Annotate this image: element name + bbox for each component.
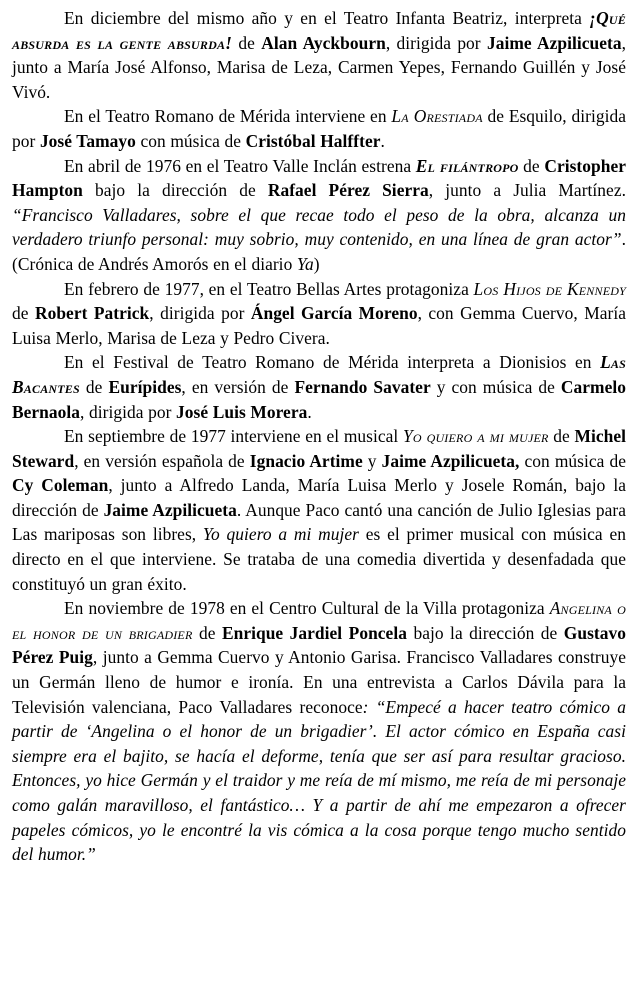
- person-name: José Luis Morera: [176, 401, 308, 422]
- text-run: de: [192, 622, 222, 643]
- text-run: y con música de: [430, 376, 561, 397]
- work-title: Los Hijos de Kennedy: [473, 278, 626, 299]
- work-title: El filántropo: [415, 155, 519, 176]
- text-run: de: [232, 32, 262, 53]
- text-run: , dirigida por: [80, 401, 177, 422]
- text-run: es el primer musical con música en directo en el que interviene. Se trataba de una comedia divertida y desenfadada que constituyó un gran éxito.: [12, 524, 626, 594]
- work-title: ¡Qué absurda es la gente absurda!: [12, 8, 626, 53]
- document-body: [12, 6, 626, 867]
- paragraph: [12, 596, 626, 867]
- text-run: . (Crónica de Andrés Amorós en el diario: [12, 229, 626, 274]
- text-run: con música de: [519, 450, 626, 471]
- paragraph: [12, 350, 626, 424]
- person-name: Robert Patrick: [34, 303, 150, 324]
- text-run: , en versión de: [181, 376, 295, 397]
- text-run: , junto a Alfredo Landa, María Luisa Merlo y Josele Román, bajo la dirección de: [12, 475, 626, 520]
- text-run: , con Gemma Cuervo, María Luisa Merlo, Marisa de Leza y Pedro Civera.: [12, 303, 626, 348]
- newspaper-name: Ya: [296, 253, 314, 274]
- text-run: , en versión española de: [74, 450, 250, 471]
- person-name: Cy Coleman: [12, 475, 109, 496]
- paragraph: [12, 277, 626, 351]
- text-run: y: [362, 450, 382, 471]
- text-run: de: [548, 426, 575, 447]
- text-run: de: [518, 155, 545, 176]
- quotation: “Francisco Valladares, sobre el que recae todo el peso de la obra, alcanza un verdadero triunfo personal: muy sobrio, muy contenido, en una línea de gran actor”: [12, 204, 626, 250]
- text-run: , junto a María José Alfonso, Marisa de Leza, Carmen Yepes, Fernando Guillén y José Vivó.: [12, 32, 626, 102]
- text-run: En el Teatro Romano de Mérida interviene en: [64, 106, 392, 127]
- text-run: En diciembre del mismo año y en el Teatro Infanta Beatriz, interpreta: [64, 8, 590, 28]
- person-name: Jaime Azpilicueta: [103, 499, 237, 520]
- person-name: Jaime Azpilicueta: [486, 32, 622, 53]
- text-run: En febrero de 1977, en el Teatro Bellas Artes protagoniza: [64, 278, 474, 299]
- person-name: Eurípides: [108, 376, 182, 397]
- person-name: Carmelo Bernaola: [12, 376, 626, 422]
- work-title: Yo quiero a mi mujer: [202, 524, 359, 545]
- person-name: Cristopher Hampton: [12, 155, 626, 201]
- person-name: Ignacio Artime: [249, 450, 363, 471]
- person-name: Cristóbal Halffter: [245, 130, 381, 151]
- person-name: Enrique Jardiel Poncela: [221, 622, 407, 643]
- text-run: En septiembre de 1977 interviene en el musical: [64, 426, 403, 447]
- text-run: , dirigida por: [385, 32, 487, 53]
- paragraph: [12, 154, 626, 277]
- person-name: Rafael Pérez Sierra: [267, 180, 429, 201]
- text-run: , junto a Julia Martínez.: [428, 180, 626, 201]
- text-run: , dirigida por: [149, 303, 251, 324]
- work-title: Yo quiero a mi mujer: [402, 426, 549, 447]
- paragraph: [12, 424, 626, 596]
- person-name: Fernando Savater: [294, 376, 431, 397]
- text-run: de: [12, 303, 35, 324]
- person-name: Jaime Azpilicueta,: [381, 450, 520, 471]
- text-run: En abril de 1976 en el Teatro Valle Inclán estrena: [64, 155, 416, 176]
- text-run: bajo la dirección de: [406, 622, 564, 643]
- person-name: Gustavo Pérez Puig: [12, 622, 626, 668]
- work-title: La Orestiada: [391, 106, 483, 127]
- work-title: Angelina o el honor de un brigadier: [12, 598, 627, 643]
- text-run: . Aunque Paco cantó una canción de Julio Iglesias para Las mariposas son libres,: [12, 499, 626, 545]
- paragraph: [12, 6, 626, 104]
- work-title: Las Bacantes: [12, 352, 626, 397]
- person-name: Ángel García Moreno: [250, 303, 418, 324]
- quotation: : “Empecé a hacer teatro cómico a partir de ‘Angelina o el honor de un brigadier’. El actor cómico en España casi siempre era el bajito, se hacía el deforme, tenía que ser así para resultar gracioso. Entonces, yo hice Germán y el traidor y me reía de mí mismo, me reía de mi personaje como galán maravilloso, el fantástico… Y a partir de ahí me empezaron a ofrecer papeles cómicos, yo le encontré la vis cómica a la cosa porque tengo mucho sentido del humor.”: [12, 696, 626, 865]
- person-name: Michel Steward: [12, 426, 627, 471]
- text-run: En noviembre de 1978 en el Centro Cultural de la Villa protagoniza: [64, 598, 550, 619]
- text-run: .: [380, 130, 385, 151]
- text-run: de Esquilo, dirigida por: [12, 106, 626, 151]
- text-run: ): [313, 253, 320, 274]
- text-run: En el Festival de Teatro Romano de Mérida interpreta a Dionisios en: [64, 352, 601, 373]
- paragraph: [12, 104, 626, 153]
- text-run: de: [79, 376, 109, 397]
- text-run: con música de: [135, 130, 246, 151]
- text-run: , junto a Gemma Cuervo y Antonio Garisa. Francisco Valladares construye un Germán lleno de humor e ironía. En una entrevista a Carlos Dávila para la Televisión valenciana, Paco Valladares reconoce: [12, 647, 627, 717]
- text-run: bajo la dirección de: [82, 180, 268, 201]
- person-name: José Tamayo: [39, 130, 136, 151]
- person-name: Alan Ayckbourn: [261, 32, 386, 53]
- text-run: .: [307, 401, 312, 422]
